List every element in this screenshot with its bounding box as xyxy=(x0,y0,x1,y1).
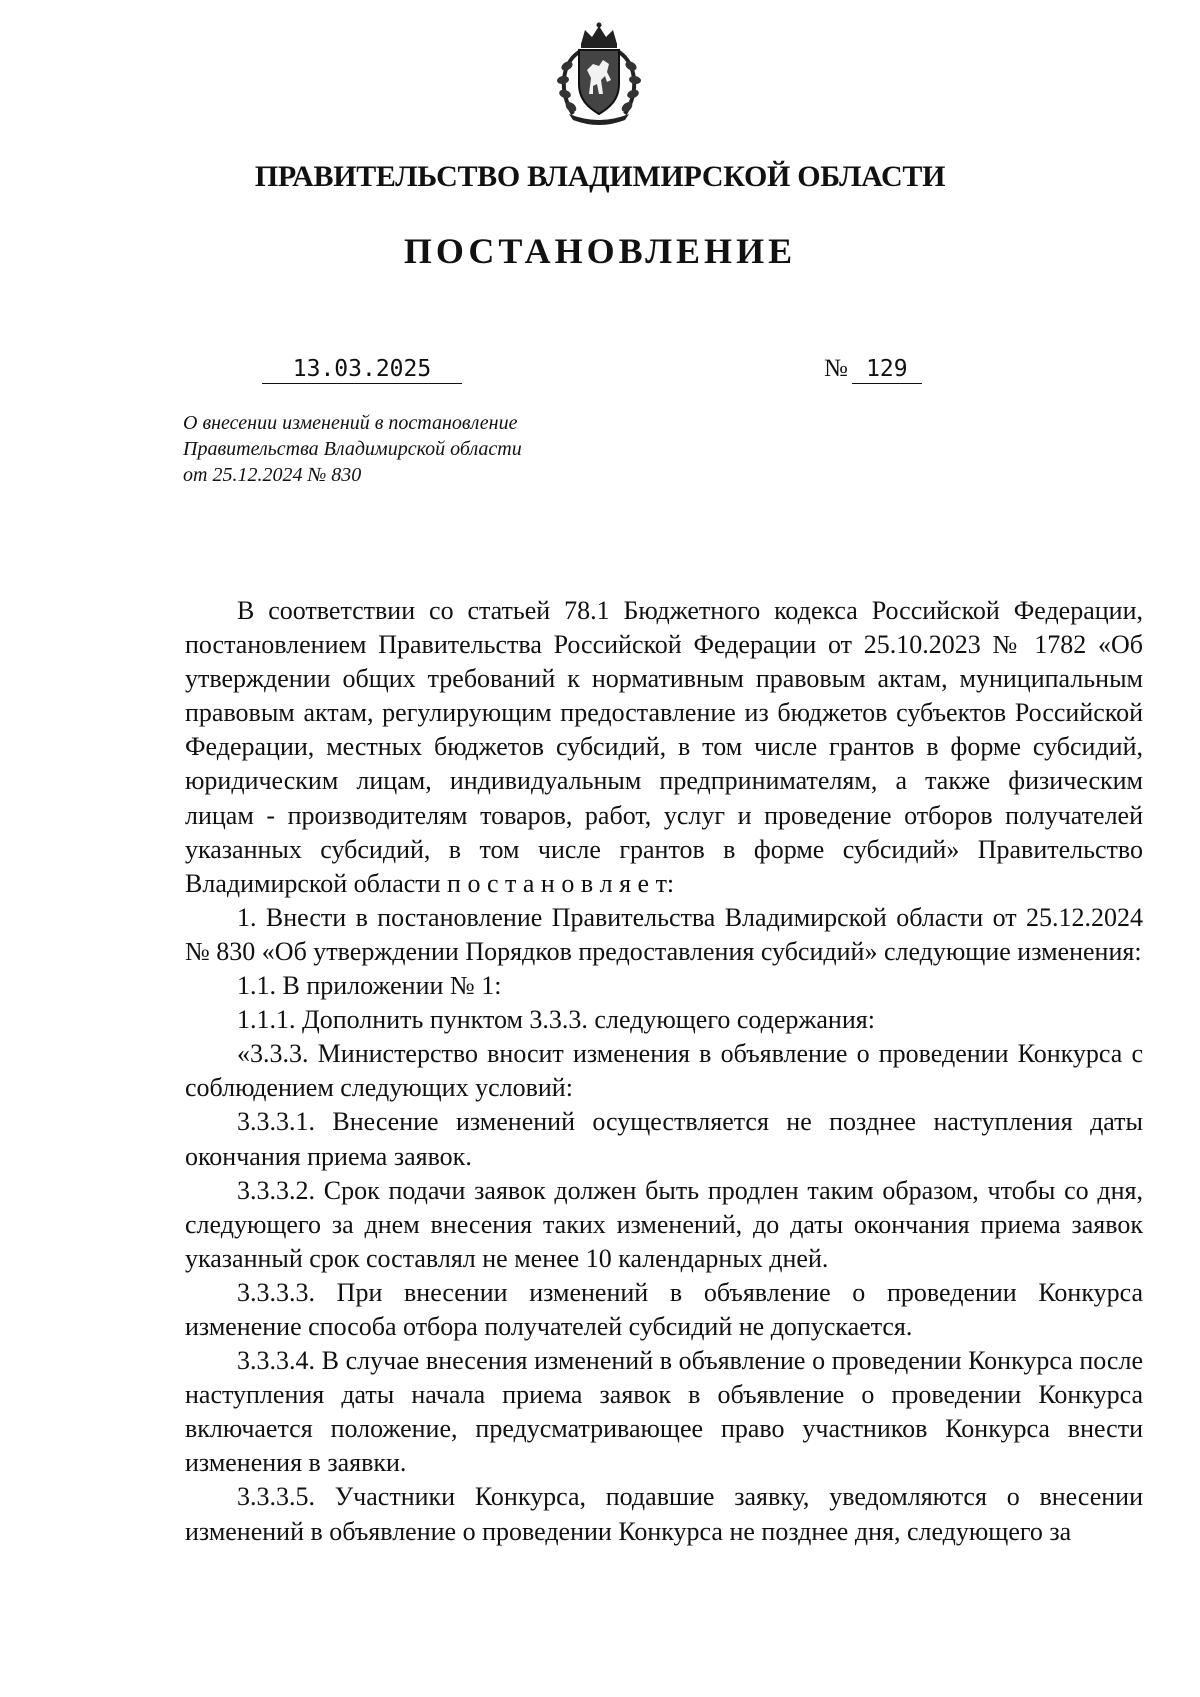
subject-line: Правительства Владимирской области xyxy=(183,438,522,460)
document-subject xyxy=(183,410,603,488)
organization-title: ПРАВИТЕЛЬСТВО ВЛАДИМИРСКОЙ ОБЛАСТИ xyxy=(254,160,946,193)
clause-paragraph: 3.3.3.4. В случае внесения изменений в объявление о проведении Конкурса после наступления даты начала приема заявок в объявление о проведении Конкурса включается положение, предусматривающее право участников Конкурса внести изменения в заявки. xyxy=(185,1346,1143,1478)
subject-line: О внесении изменений в постановление xyxy=(183,412,518,434)
clause-paragraph: 3.3.3.2. Срок подачи заявок должен быть продлен таким образом, чтобы со дня, следующего за днем внесения таких изменений, до даты окончания приема заявок указанный срок составлял не менее 10 календарных дней. xyxy=(185,1175,1143,1273)
clause-paragraph: 1.1. В приложении № 1: xyxy=(237,971,502,1001)
preamble-paragraph: В соответствии со статьей 78.1 Бюджетного кодекса Российской Федерации, постановлением Правительства Российской Федерации от 25.10.2023 № 1782 «Об утверждении общих требований к нормативным правовым актам, муниципальным правовым актам, регулирующим предоставление из бюджетов субъектов Российской Федерации, местных бюджетов субсидий, в том числе грантов в форме субсидий, юридическим лицам, индивидуальным предпринимателям, а также физическим лицам - производителям товаров, работ, услуг и проведение отборов получателей указанных субсидий, в том числе грантов в форме субсидий» Правительство Владимирской области п о с т а н о в л я е т: xyxy=(185,596,1143,898)
clause-paragraph: 3.3.3.1. Внесение изменений осуществляется не позднее наступления даты окончания приема заявок. xyxy=(185,1107,1143,1171)
clause-paragraph: 1. Внести в постановление Правительства Владимирской области от 25.12.2024 № 830 «Об утверждении Порядков предоставления субсидий» следующие изменения: xyxy=(185,902,1143,966)
coat-of-arms-icon xyxy=(551,22,647,126)
document-number-block xyxy=(824,355,922,384)
number-sign: № xyxy=(824,355,848,382)
document-body xyxy=(185,594,1143,1549)
document-type: ПОСТАНОВЛЕНИЕ xyxy=(403,231,797,271)
clause-paragraph: «3.3.3. Министерство вносит изменения в объявление о проведении Конкурса с соблюдением следующих условий: xyxy=(185,1039,1143,1103)
clause-paragraph: 3.3.3.3. При внесении изменений в объявление о проведении Конкурса изменение способа отбора получателей субсидий не допускается. xyxy=(185,1277,1143,1341)
clause-paragraph: 3.3.3.5. Участники Конкурса, подавшие заявку, уведомляются о внесении изменений в объявление о проведении Конкурса не позднее дня, следующего за xyxy=(185,1482,1143,1546)
clause-paragraph: 1.1.1. Дополнить пунктом 3.3.3. следующего содержания: xyxy=(237,1005,875,1035)
subject-line: от 25.12.2024 № 830 xyxy=(183,464,362,486)
document-number: 129 xyxy=(852,355,922,384)
document-date: 13.03.2025 xyxy=(262,355,462,384)
